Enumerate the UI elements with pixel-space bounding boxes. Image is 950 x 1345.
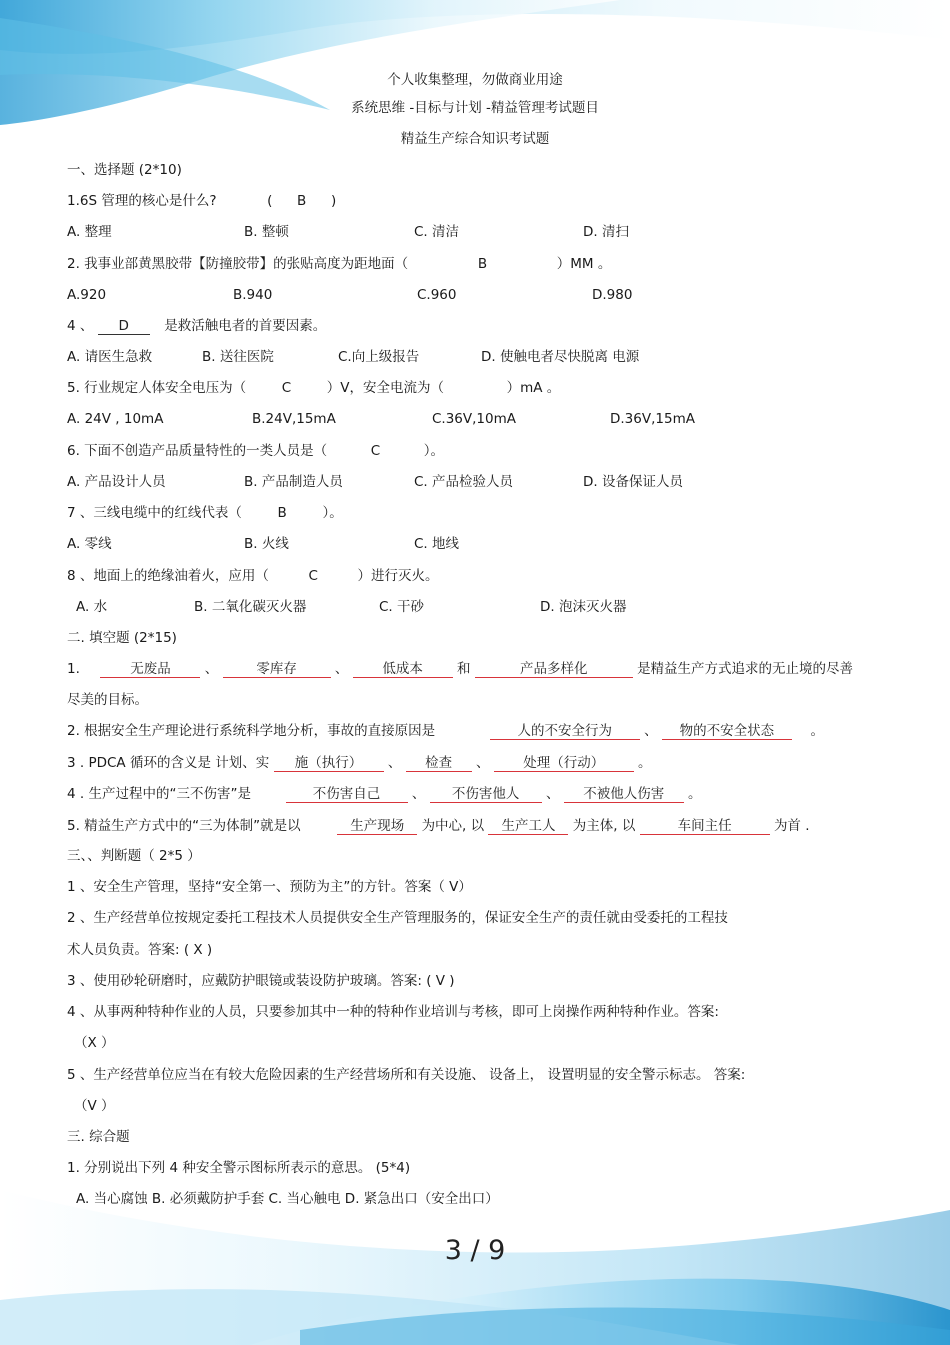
option: C.36V,10mA — [432, 411, 516, 427]
paren-open: ( — [267, 193, 273, 209]
question-8 — [67, 567, 438, 585]
judge-4-answer: （X ） — [74, 1035, 115, 1051]
judge-5-answer: （V ） — [74, 1098, 115, 1114]
option: C.向上级报告 — [338, 349, 420, 365]
paren-close: ) — [330, 193, 337, 209]
question-text: 7 、三线电缆中的红线代表（ — [67, 505, 242, 521]
judge-5: 5 、生产经营单位应当在有较大危险因素的生产经营场所和有关设施、 设备上， 设置明显的安全警示标志。 答案: — [67, 1067, 746, 1083]
fill-2 — [67, 722, 824, 740]
answer: C — [308, 568, 318, 584]
question-7 — [67, 504, 343, 522]
answer-blank: 人的不安全行为 — [490, 723, 640, 740]
separator: 、 — [644, 723, 658, 739]
fill-text: 2. 根据安全生产理论进行系统科学地分析，事故的直接原因是 — [67, 723, 436, 739]
answer: B — [277, 505, 287, 521]
answer-blank: 生产工人 — [488, 818, 568, 835]
option: B. 送往医院 — [202, 349, 274, 365]
judge-2: 2 、生产经营单位按规定委托工程技术人员提供安全生产管理服务的，保证安全生产的责任就由受委托的工程技 — [67, 910, 728, 926]
separator: 和 — [456, 661, 471, 677]
separator: 、 — [475, 755, 490, 771]
option: B.24V,15mA — [252, 411, 336, 427]
question-tail: ）。 — [322, 505, 343, 521]
judge-1: 1 、安全生产管理，坚持“安全第一、预防为主”的方针。答案（ V） — [67, 879, 472, 895]
judge-4: 4 、从事两种特种作业的人员，只要参加其中一种的特种作业培训与考核，即可上岗操作两种特种作业。答案: — [67, 1004, 719, 1020]
option: B. 整顿 — [244, 224, 289, 240]
header-subtitle: 系统思维 -目标与计划 -精益管理考试题目 — [351, 100, 599, 116]
answer-blank: 车间主任 — [640, 818, 770, 835]
option: B. 二氧化碳灭火器 — [194, 599, 307, 615]
fill-text: 4 . 生产过程中的“三不伤害”是 — [67, 786, 251, 802]
section-title-judge: 三、、判断题（ 2*5 ） — [67, 848, 201, 864]
option: D.980 — [592, 287, 633, 303]
option: A. 请医生急救 — [67, 349, 153, 365]
answer: B — [477, 256, 488, 272]
option: C.960 — [417, 287, 457, 303]
judge-3: 3 、使用砂轮研磨时，应戴防护眼镜或装设防护玻璃。答案: ( V ) — [67, 973, 455, 989]
separator: 、 — [204, 661, 219, 677]
answer-blank: 无废品 — [100, 661, 200, 678]
question-text: 是救活触电者的首要因素。 — [164, 318, 327, 334]
option: D.36V,15mA — [610, 411, 695, 427]
option: D. 泡沫灭火器 — [540, 599, 627, 615]
option: D. 清扫 — [583, 224, 629, 240]
question-text: 5. 行业规定人体安全电压为（ — [67, 380, 247, 396]
separator: 。 — [810, 723, 824, 739]
answer-blank: 生产现场 — [337, 818, 417, 835]
answer-blank: 不被他人伤害 — [564, 786, 684, 803]
answer-blank: 低成本 — [353, 661, 453, 678]
fill-1-cont: 尽美的目标。 — [67, 692, 148, 708]
item-number: 1. — [67, 661, 80, 677]
answer-blank: 不伤害自己 — [286, 786, 408, 803]
separator: 为主体, 以 — [572, 818, 636, 834]
fill-5 — [67, 817, 810, 835]
fill-4 — [67, 785, 702, 803]
question-tail: ）MM 。 — [556, 256, 612, 272]
answer-blank: 不伤害他人 — [430, 786, 542, 803]
comprehensive-options: A. 当心腐蚀 B. 必须戴防护手套 C. 当心触电 D. 紧急出口（安全出口） — [76, 1191, 499, 1207]
option: C. 干砂 — [379, 599, 425, 615]
fill-3 — [67, 754, 652, 772]
option: A. 零线 — [67, 536, 112, 552]
judge-2-cont: 术人员负责。答案: ( X ) — [67, 942, 213, 958]
fill-1 — [67, 660, 853, 678]
page-title: 精益生产综合知识考试题 — [400, 131, 550, 147]
fill-text: 是精益生产方式追求的无止境的尽善 — [637, 661, 854, 677]
comprehensive-question-1: 1. 分别说出下列 4 种安全警示图标所表示的意思。 (5*4) — [67, 1160, 411, 1176]
option: B. 火线 — [244, 536, 289, 552]
option: B. 产品制造人员 — [244, 474, 343, 490]
section-title-comprehensive: 三. 综合题 — [67, 1129, 130, 1145]
answer-blank: 产品多样化 — [475, 661, 633, 678]
option: A. 产品设计人员 — [67, 474, 166, 490]
fill-text: 5. 精益生产方式中的“三为体制”就是以 — [67, 818, 301, 834]
answer-blank: D — [98, 318, 150, 335]
option: A. 24V , 10mA — [67, 411, 164, 427]
section-title-choice: 一、选择题 (2*10) — [67, 162, 182, 178]
answer-blank: 处理（行动） — [494, 755, 634, 772]
question-4 — [67, 317, 326, 335]
separator: 、 — [334, 661, 349, 677]
question-number: 4 、 — [67, 318, 94, 334]
fill-text: 3 . PDCA 循环的含义是 计划、实 — [67, 755, 270, 771]
answer-blank: 零库存 — [223, 661, 331, 678]
separator: 。 — [638, 755, 652, 771]
answer-blank: 施（执行） — [274, 755, 384, 772]
option: A. 水 — [76, 599, 108, 615]
header-note: 个人收集整理，勿做商业用途 — [387, 72, 563, 88]
option: B.940 — [233, 287, 273, 303]
question-text: 1.6S 管理的核心是什么? — [67, 193, 217, 209]
answer-blank: 检查 — [406, 755, 472, 772]
answer: C — [281, 380, 292, 396]
separator: 、 — [387, 755, 402, 771]
answer: C — [370, 443, 381, 459]
option: C. 产品检验人员 — [414, 474, 514, 490]
separator: 为中心, 以 — [421, 818, 485, 834]
page-number: 3 / 9 — [444, 1235, 506, 1266]
section-title-fill: 二. 填空题 (2*15) — [67, 630, 177, 646]
question-6 — [67, 442, 444, 460]
separator: 为首 . — [773, 818, 810, 834]
question-5 — [67, 379, 560, 397]
answer-blank: 物的不安全状态 — [662, 723, 792, 740]
question-tail: ）。 — [423, 443, 445, 459]
question-text: 6. 下面不创造产品质量特性的一类人员是（ — [67, 443, 328, 459]
question-tail: ）进行灭火。 — [357, 568, 439, 584]
option: C. 清洁 — [414, 224, 460, 240]
option: D. 使触电者尽快脱离 电源 — [481, 349, 640, 365]
question-mid: ）V，安全电流为（ — [326, 380, 445, 396]
question-text: 8 、地面上的绝缘油着火，应用（ — [67, 568, 269, 584]
question-text: 2. 我事业部黄黑胶带【防撞胶带】的张贴高度为距地面（ — [67, 256, 409, 272]
question-2 — [67, 255, 611, 273]
answer: B — [297, 193, 307, 209]
separator: 、 — [411, 786, 426, 802]
option: D. 设备保证人员 — [583, 474, 683, 490]
separator: 、 — [545, 786, 560, 802]
separator: 。 — [688, 786, 702, 802]
option: C. 地线 — [414, 536, 460, 552]
option: A.920 — [67, 287, 107, 303]
question-tail: ）mA 。 — [506, 380, 561, 396]
option: A. 整理 — [67, 224, 112, 240]
question-1 — [67, 192, 336, 210]
